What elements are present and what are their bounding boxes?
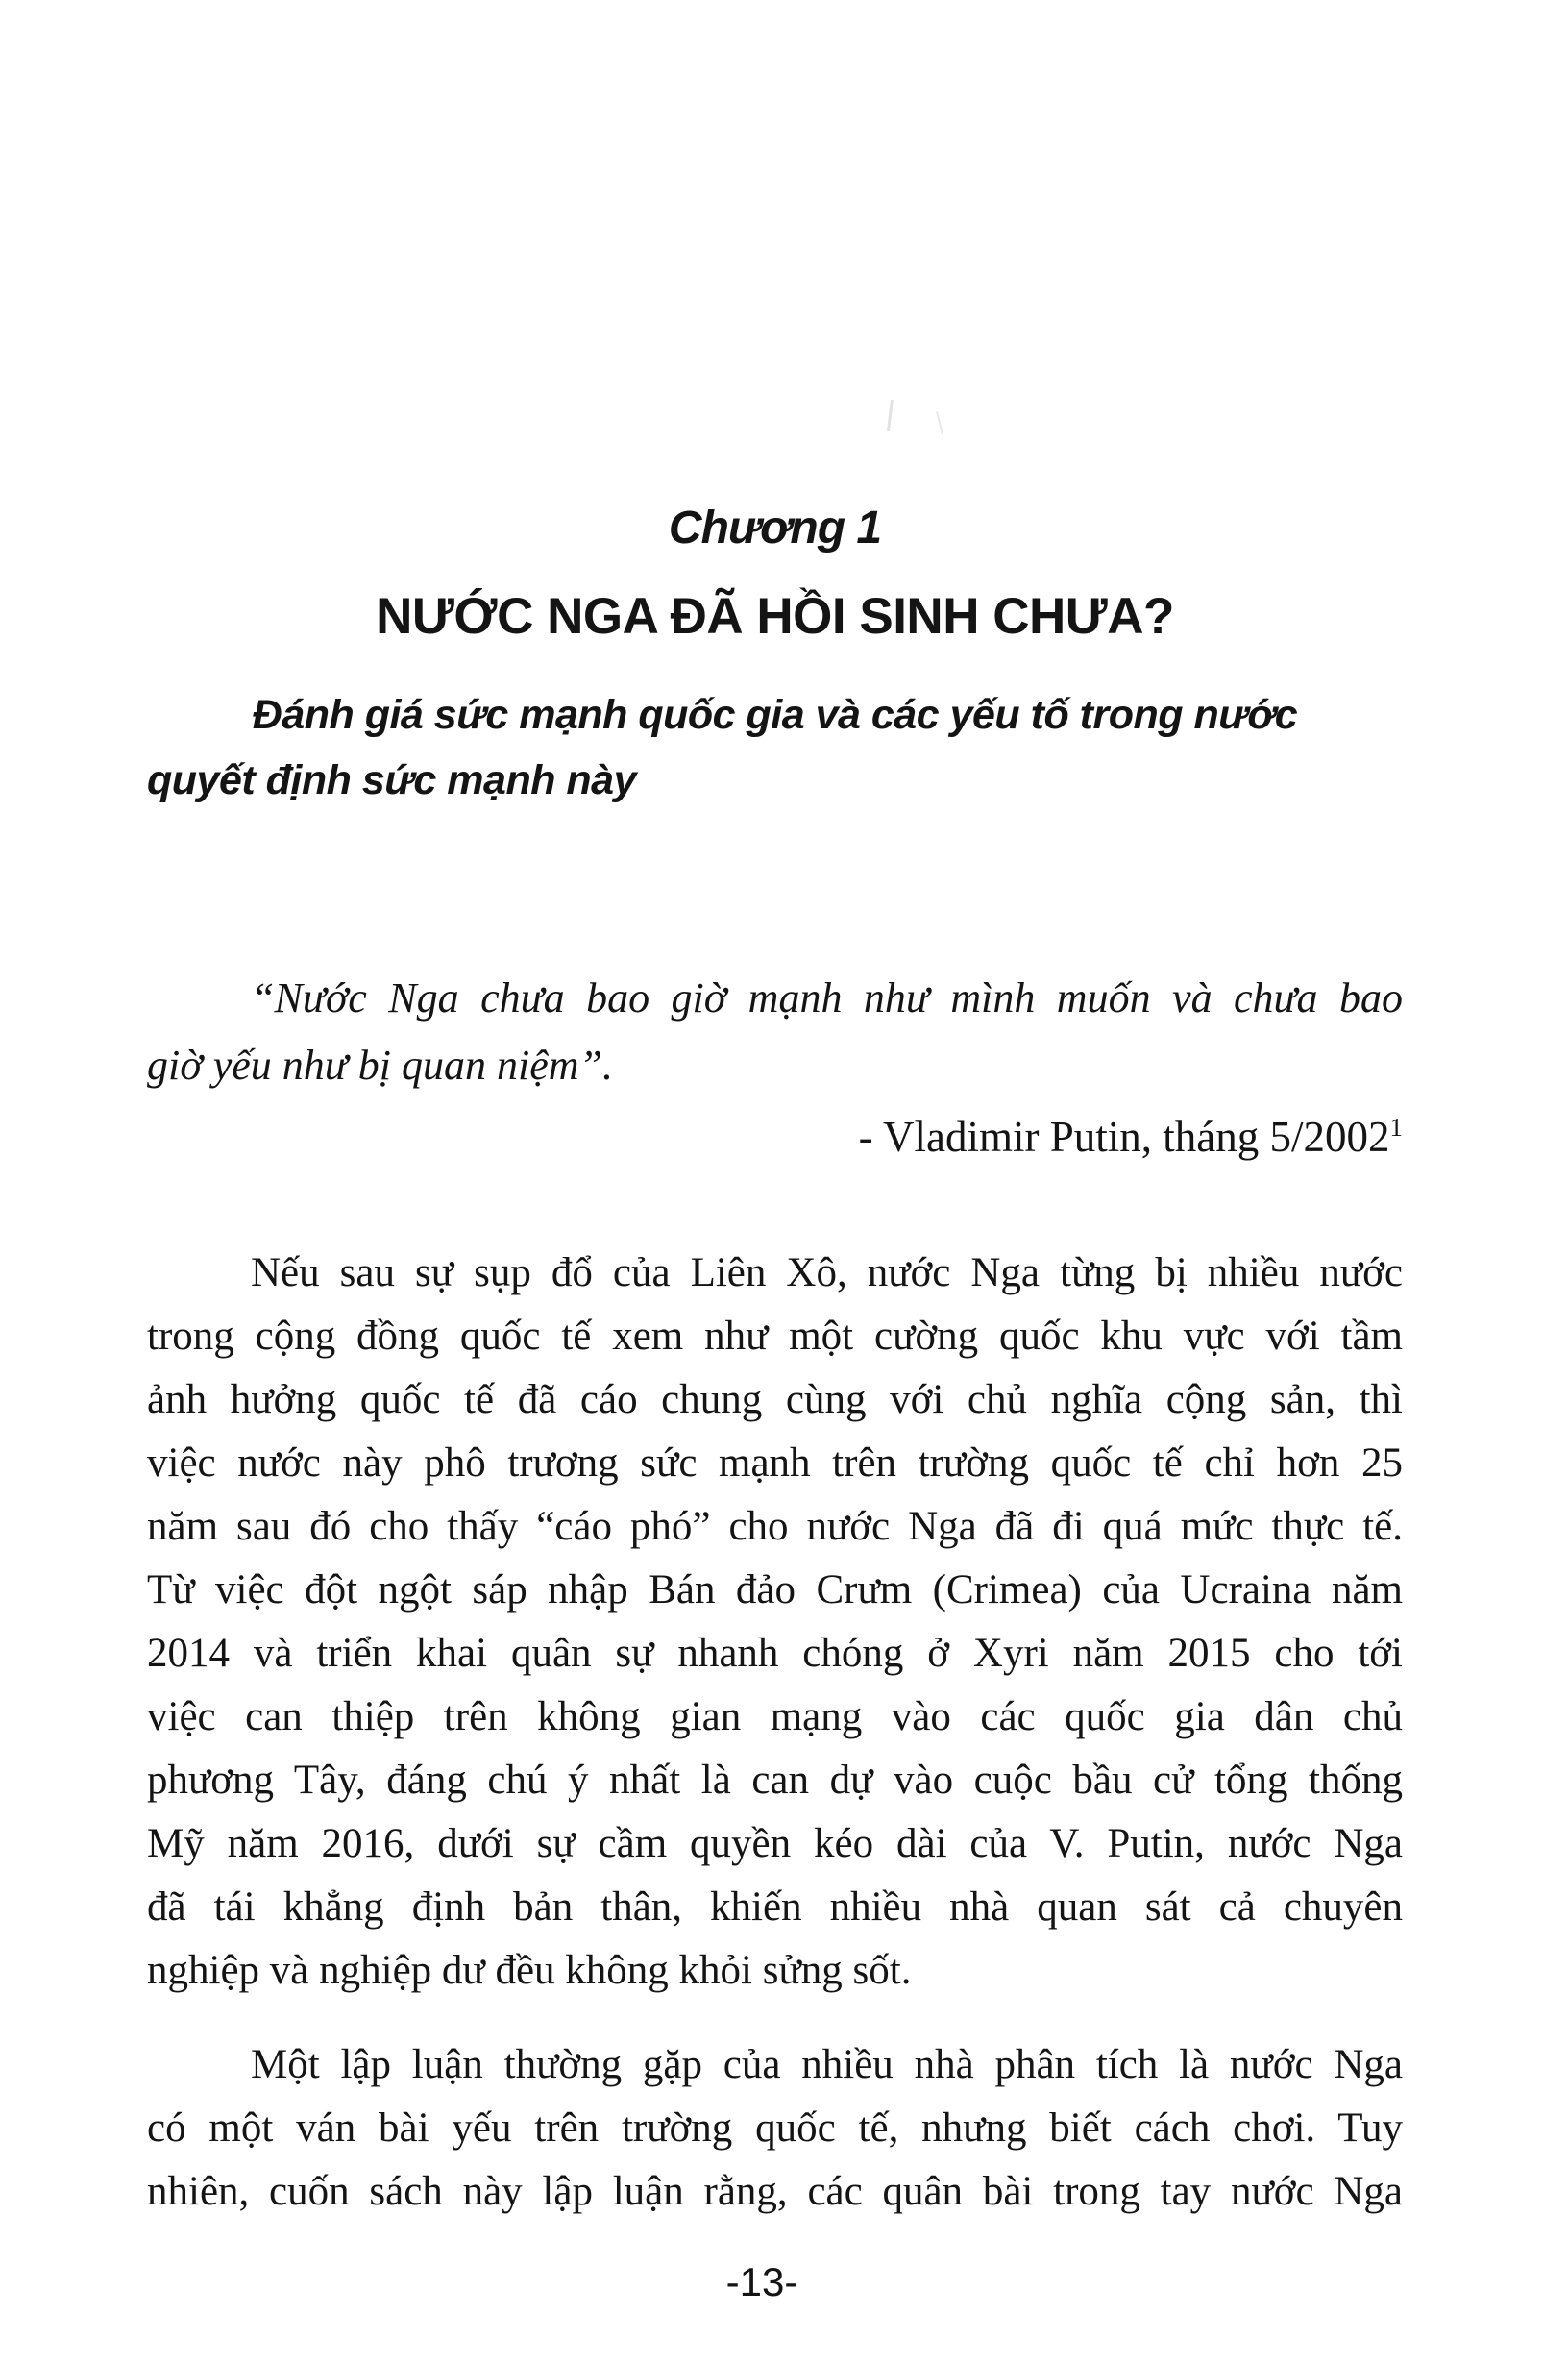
quote-attribution: [147, 1107, 1403, 1167]
text-line: việc can thiệp trên không gian mạng vào các quốc gia dân chủ: [147, 1694, 1403, 1739]
text-line: năm sau đó cho thấy “cáo phó” cho nước Nga đã đi quá mức thực tế.: [147, 1504, 1403, 1549]
text-line: Một lập luận thường gặp của nhiều nhà phân tích là nước Nga: [251, 2042, 1403, 2087]
body-paragraph: [147, 1242, 1403, 2003]
text-line: “Nước Nga chưa bao giờ mạnh như mình muốn và chưa bao: [251, 974, 1403, 1022]
text-line: có một ván bài yếu trên trường quốc tế, nhưng biết cách chơi. Tuy: [147, 2105, 1403, 2151]
attribution-text: - Vladimir Putin, tháng 5/2002: [858, 1113, 1390, 1161]
chapter-subtitle: [147, 682, 1403, 813]
page-content: [147, 0, 1403, 2224]
text-line: Đánh giá sức mạnh quốc gia và các yếu tố trong nước: [252, 692, 1298, 738]
text-line: ảnh hưởng quốc tế đã cáo chung cùng với chủ nghĩa cộng sản, thì: [147, 1377, 1403, 1422]
text-line: nhiên, cuốn sách này lập luận rằng, các quân bài trong tay nước Nga: [147, 2169, 1403, 2214]
epigraph-quote: [147, 965, 1403, 1099]
text-line: giờ yếu như bị quan niệm”.: [147, 1042, 613, 1089]
footnote-marker: 1: [1389, 1113, 1403, 1142]
page-number: -13-: [725, 2259, 798, 2304]
text-line: trong cộng đồng quốc tế xem như một cường quốc khu vực với tầm: [147, 1314, 1403, 1359]
text-line: việc nước này phô trương sức mạnh trên trường quốc tế chỉ hơn 25: [147, 1441, 1403, 1486]
chapter-title: NƯỚC NGA ĐÃ HỒI SINH CHƯA?: [376, 588, 1174, 645]
text-line: nghiệp và nghiệp dư đều không khỏi sửng sốt.: [147, 1948, 912, 1993]
body-text: [147, 1242, 1403, 2224]
chapter-label: Chương 1: [668, 503, 882, 554]
text-line: Nếu sau sự sụp đổ của Liên Xô, nước Nga từng bị nhiều nước: [251, 1250, 1403, 1295]
body-paragraph: [147, 2033, 1403, 2224]
text-line: đã tái khẳng định bản thân, khiến nhiều nhà quan sát cả chuyên: [147, 1884, 1403, 1930]
text-line: Mỹ năm 2016, dưới sự cầm quyền kéo dài của V. Putin, nước Nga: [147, 1821, 1403, 1866]
text-line: phương Tây, đáng chú ý nhất là can dự vào cuộc bầu cử tổng thống: [147, 1758, 1403, 1803]
text-line: 2014 và triển khai quân sự nhanh chóng ở Xyri năm 2015 cho tới: [147, 1631, 1403, 1676]
text-line: Từ việc đột ngột sáp nhập Bán đảo Crưm (Crimea) của Ucraina năm: [147, 1567, 1403, 1613]
text-line: quyết định sức mạnh này: [147, 757, 637, 803]
